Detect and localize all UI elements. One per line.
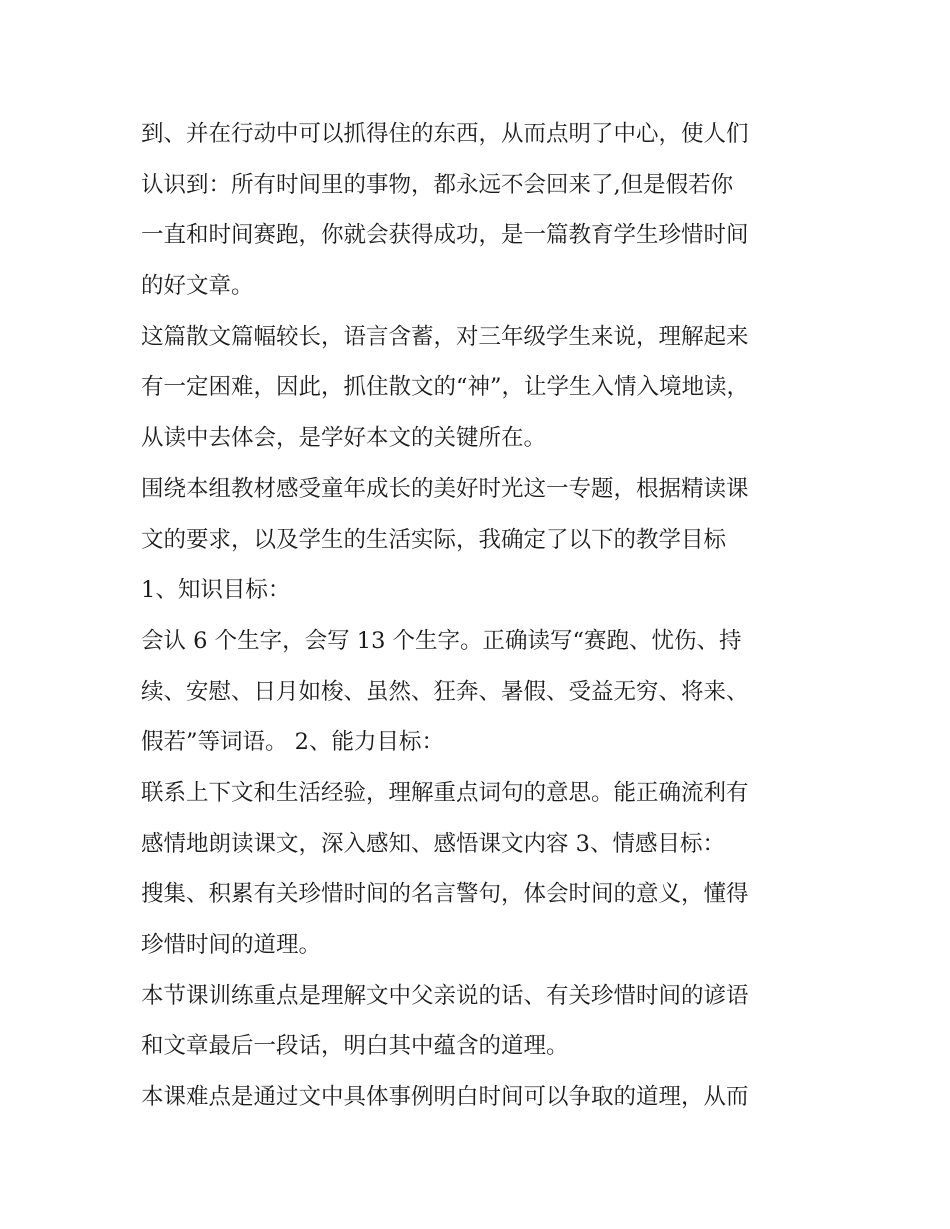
text-line: 搜集、积累有关珍惜时间的名言警句，体会时间的意义，懂得 [141, 881, 749, 908]
text-line: 本课难点是通过文中具体事例明白时间可以争取的道理，从而 [141, 1084, 749, 1111]
text-line: 会认 6 个生字，会写 13 个生字。正确读写“赛跑、忧伤、持 [141, 627, 742, 654]
text-line: 和文章最后一段话，明白其中蕴含的道理。 [141, 1033, 569, 1060]
text-line: 联系上下文和生活经验，理解重点词句的意思。能正确流利有 [141, 779, 749, 806]
text-line: 一直和时间赛跑，你就会获得成功，是一篇教育学生珍惜时间 [141, 222, 749, 249]
text-line: 到、并在行动中可以抓得住的东西，从而点明了中心，使人们 [141, 121, 749, 147]
text-line: 这篇散文篇幅较长，语言含蓄，对三年级学生来说，理解起来 [141, 323, 749, 350]
section-heading-knowledge-goal: 1、知识目标： [141, 577, 291, 604]
text-line: 有一定困难，因此，抓住散文的“神”，让学生入情入境地读， [141, 374, 750, 401]
text-line: 本节课训练重点是理解文中父亲说的话、有关珍惜时间的谚语 [141, 982, 749, 1009]
text-line: 假若”等词语。 2、能力目标： [141, 729, 444, 756]
text-line: 的好文章。 [141, 273, 254, 300]
text-line: 认识到：所有时间里的事物，都永远不会回来了,但是假若你 [141, 171, 734, 198]
document-body [141, 109, 821, 1123]
text-line: 从读中去体会，是学好本文的关键所在。 [141, 425, 547, 452]
text-line: 珍惜时间的道理。 [141, 932, 322, 958]
text-line: 续、安慰、日月如梭、虽然、狂奔、暑假、受益无穷、将来、 [141, 678, 749, 705]
text-line: 感情地朗读课文，深入感知、感悟课文内容 3、情感目标： [141, 830, 725, 857]
text-line: 文的要求，以及学生的生活实际，我确定了以下的教学目标 [141, 526, 727, 553]
text-line: 围绕本组教材感受童年成长的美好时光这一专题，根据精读课 [141, 475, 749, 502]
